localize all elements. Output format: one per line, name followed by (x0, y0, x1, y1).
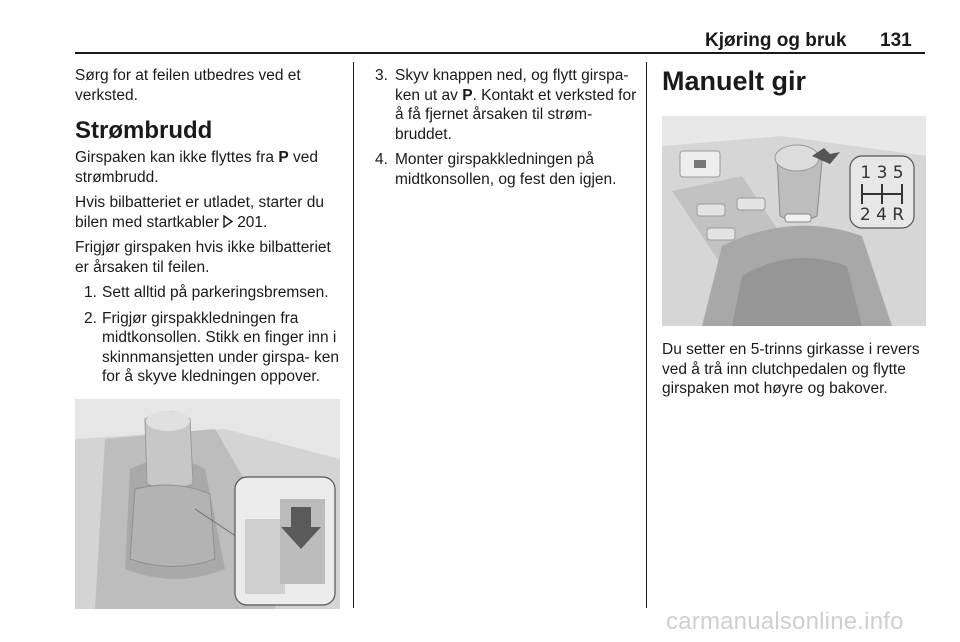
manual-gear-lever-illustration (662, 116, 926, 326)
list-item: 4. Monter girspakkledningen på midtkonsollen, og fest den igjen. (375, 151, 617, 188)
header-rule (75, 52, 925, 54)
arrow-reference-icon (223, 215, 234, 228)
watermark-text: carmanualsonline.info (666, 608, 904, 635)
paragraph-gear-lever: Girspaken kan ikke flyttes fra P ved strømbrudd. (75, 149, 318, 186)
section-title: Kjøring og bruk (705, 30, 847, 51)
page-header (0, 0, 960, 60)
steps-list-1 (75, 283, 345, 387)
page-reference: 201. (237, 213, 268, 231)
column-left (75, 66, 345, 609)
power-failure-heading: Strømbrudd (75, 117, 213, 144)
list-item: 2. Frigjør girspakkledningen fra midtkonsollen. Stikk en finger inn i skinnmansjetten under girspa- ken for å skyve kledningen oppover. (84, 309, 339, 385)
manual-gear-heading: Manuelt gir (662, 66, 807, 96)
column-divider-right (646, 62, 647, 608)
gear-pattern-top-label: 1 3 5 (860, 163, 904, 183)
paragraph-release: Frigjør girspaken hvis ikke bilbatteriet er årsaken til feilen. (75, 239, 331, 276)
page-number: 131 (880, 30, 912, 51)
paragraph-battery: Hvis bilbatteriet er utladet, starter du bilen med startkabler 201. (75, 194, 324, 231)
column-middle (375, 66, 640, 195)
column-divider-left (353, 62, 354, 608)
gear-p-label: P (462, 86, 473, 104)
intro-paragraph: Sørg for at feilen utbedres ved et verksted. (75, 67, 301, 104)
gear-pattern-bottom-label: 2 4 R (859, 205, 905, 225)
automatic-gear-lever-illustration (75, 399, 340, 609)
column-right (662, 66, 926, 405)
list-item: 3. Skyv knappen ned, og flytt girspa- ken ut av P. Kontakt et verksted for å få fjernet årsaken til strøm- bruddet. (375, 67, 637, 143)
manual-gear-paragraph: Du setter en 5-trinns girkasse i revers ved å trå inn clutchpedalen og flytte girspaken mot høyre og bakover. (662, 341, 920, 397)
list-item: 1. Sett alltid på parkeringsbremsen. (84, 284, 329, 301)
steps-list-2 (375, 66, 640, 189)
gear-p-label: P (278, 149, 289, 166)
